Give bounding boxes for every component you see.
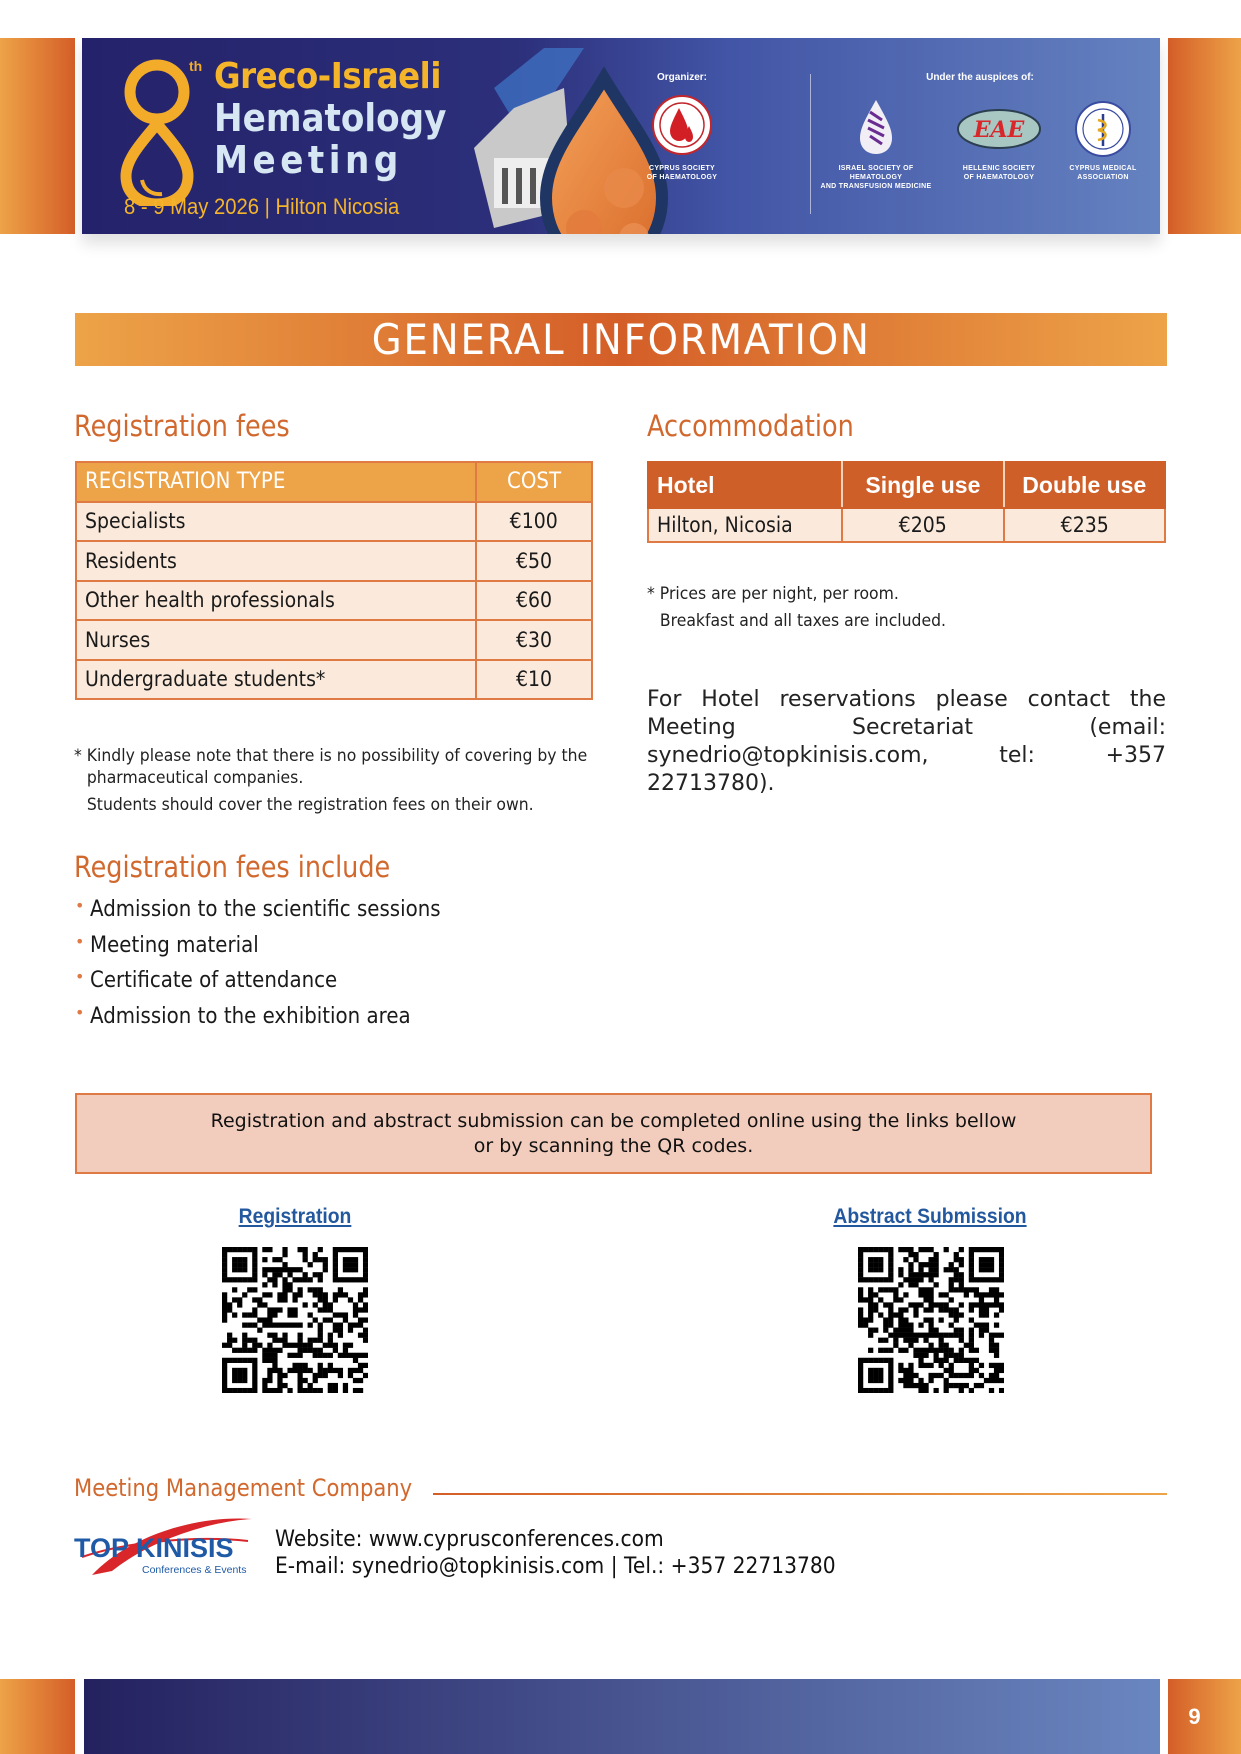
fee-type: Nurses [76,620,476,660]
eight-drop-logo-icon [118,56,196,206]
hotel-col-single: Single use [842,462,1003,508]
organizer-label: Organizer: [656,72,707,83]
list-item: • Meeting material [75,931,260,958]
fees-col-cost: COST [476,462,592,502]
registration-fees-table [75,461,593,700]
fee-type: Specialists [76,502,476,542]
registration-note-line2: pharmaceutical companies. [86,768,304,788]
accommodation-note [647,581,1089,635]
notice-line1: Registration and abstract submission can be completed online using the links bellow [210,1109,1017,1132]
right-accent-bar-top [1168,38,1241,234]
banner-title-line3: Meeting [214,138,403,182]
fees-col-type: REGISTRATION TYPE [76,462,476,502]
list-item: • Admission to the exhibition area [75,1002,412,1029]
hotel-header-row [648,462,1165,508]
registration-link[interactable]: Registration [238,1205,352,1228]
abstract-submission-link[interactable]: Abstract Submission [833,1205,1027,1228]
israel-society-hematology-logo [856,98,896,156]
banner-title-line2: Hematology [214,96,447,140]
hotel-double-price: €235 [1004,508,1165,542]
fee-type: Undergraduate students* [76,660,476,700]
registration-note-line1: * Kindly please note that there is no possibility of covering by the [74,746,588,766]
page-number [1168,1679,1241,1754]
left-accent-bar-top [0,38,75,234]
fee-cost: €10 [476,660,592,700]
banner-title-line1: Greco-Israeli [214,56,441,97]
auspice-1-line1: ISRAEL SOCIETY OF HEMATOLOGY [838,165,914,181]
abstract-qr-code[interactable] [858,1247,1004,1393]
registration-fees-heading: Registration fees [74,409,290,443]
table-row [76,502,592,542]
registration-note-line3: Students should cover the registration fees on their own. [86,795,534,815]
fee-type: Other health professionals [76,581,476,621]
left-accent-bar-bottom [0,1679,75,1754]
fee-type: Residents [76,541,476,581]
registration-qr-code[interactable] [222,1247,368,1393]
bullet-icon: • [75,896,85,916]
hotel-col-double: Double use [1004,462,1165,508]
top-kinisis-logo [72,1513,258,1581]
registration-includes-list [75,892,480,1034]
fee-cost: €100 [476,502,592,542]
hellenic-logo-text: ΕΑΕ [973,117,1025,143]
hotel-name: Hilton, Nicosia [648,508,842,542]
logo-main-text: TOP KINISIS [74,1533,234,1563]
table-row [76,541,592,581]
auspice-caption-1 [814,164,938,191]
auspice-2-line1: HELLENIC SOCIETY [962,165,1036,172]
organizer-caption-line1: CYPRUS SOCIETY [648,165,716,172]
cyprus-society-haematology-logo [651,94,713,156]
mmc-contact-info [275,1526,836,1580]
auspice-1-line2: AND TRANSFUSION MEDICINE [820,183,932,190]
auspice-caption-2 [950,164,1048,182]
auspices-label: Under the auspices of: [926,72,1034,83]
table-row [76,620,592,660]
accommodation-table [647,461,1166,543]
hotel-reservation-contact: For Hotel reservations please contact the Meeting Secretariat (email: synedrio@topkinisis.com, tel: +357 22713780). [647,687,1166,796]
organizer-caption [638,164,726,182]
accommodation-note-line2: Breakfast and all taxes are included. [659,611,947,631]
registration-note [74,745,626,816]
bullet-icon: • [75,931,85,951]
cyprus-medical-association-logo [1074,100,1132,158]
footer-bar [84,1679,1160,1754]
notice-line2: or by scanning the QR codes. [473,1134,754,1157]
table-row [648,508,1165,542]
hotel-col-hotel: Hotel [648,462,842,508]
banner-divider [810,74,811,214]
auspice-caption-3 [1060,164,1146,182]
fee-cost: €50 [476,541,592,581]
mmc-website[interactable]: Website: www.cyprusconferences.com [275,1527,664,1552]
fee-cost: €60 [476,581,592,621]
mmc-heading: Meeting Management Company [74,1474,413,1502]
table-row [76,581,592,621]
list-item: • Certificate of attendance [75,967,338,994]
page-number-text: 9 [1188,1703,1201,1729]
logo-sub-text: Conferences & Events [142,1564,247,1576]
list-item: • Admission to the scientific sessions [75,896,442,923]
fees-header-row [76,462,592,502]
mmc-email-phone[interactable]: E-mail: synedrio@topkinisis.com | Tel.: +357 22713780 [275,1554,836,1579]
edition-suffix: th [189,58,203,74]
auspice-3-line1: CYPRUS MEDICAL [1069,165,1137,172]
hellenic-society-haematology-logo [956,108,1042,150]
bullet-icon: • [75,967,85,987]
registration-includes-heading: Registration fees include [74,850,391,884]
page-title: GENERAL INFORMATION [371,315,871,364]
table-row [76,660,592,700]
event-banner [82,38,1160,234]
general-information-title-bar [75,313,1167,366]
hotel-single-price: €205 [842,508,1003,542]
auspice-3-line2: ASSOCIATION [1077,174,1129,181]
accommodation-note-line1: * Prices are per night, per room. [647,584,899,604]
organizer-caption-line2: OF HAEMATOLOGY [646,174,718,181]
bullet-icon: • [75,1002,85,1022]
online-submission-notice [75,1093,1152,1174]
fee-cost: €30 [476,620,592,660]
accommodation-heading: Accommodation [647,409,854,443]
banner-date-venue: 8 - 9 May 2026 | Hilton Nicosia [124,194,400,219]
auspice-2-line2: OF HAEMATOLOGY [963,174,1035,181]
mmc-divider [433,1493,1167,1495]
